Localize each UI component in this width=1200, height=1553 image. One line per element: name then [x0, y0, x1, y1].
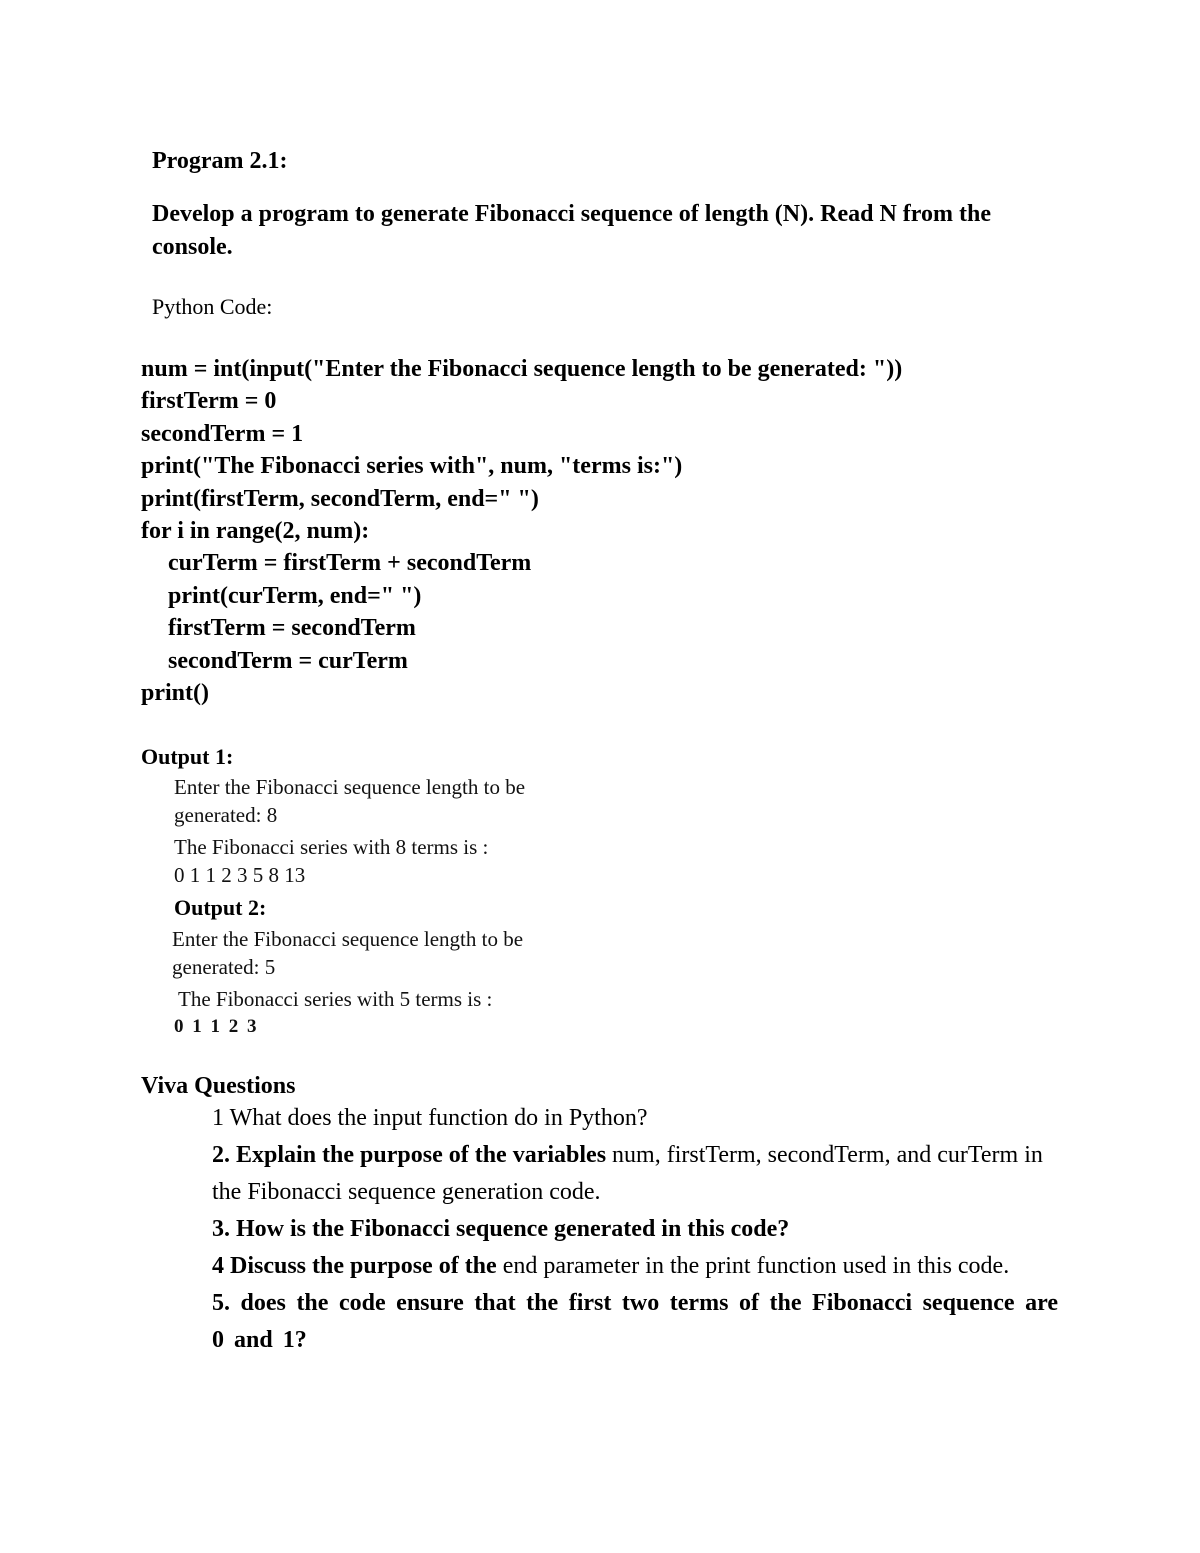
- viva-question-3: 3. How is the Fibonacci sequence generated in this code?: [212, 1216, 790, 1242]
- viva-title: Viva Questions: [141, 1073, 296, 1099]
- output-1-line: generated: 8: [174, 803, 278, 827]
- code-line: secondTerm = 1: [141, 420, 304, 447]
- output-1-line: 0 1 1 2 3 5 8 13: [174, 863, 306, 887]
- viva-question-2: [212, 1137, 1058, 1211]
- code-line: print("The Fibonacci series with", num, "terms is:"): [141, 453, 683, 480]
- output-2-line: 0 1 1 2 3: [174, 1016, 259, 1037]
- viva-question-4-lead: 4 Discuss the purpose of the: [212, 1253, 497, 1279]
- code-line: for i in range(2, num):: [141, 517, 370, 544]
- viva-question-2-rest: num, firstTerm, secondTerm, and curTerm in the Fibonacci sequence generation code.: [212, 1142, 1043, 1205]
- output-2-line: The Fibonacci series with 5 terms is :: [178, 987, 493, 1011]
- code-line: secondTerm = curTerm: [168, 647, 408, 674]
- code-line: firstTerm = 0: [141, 388, 277, 415]
- viva-question-4-rest: end parameter in the print function used in this code.: [496, 1253, 1010, 1279]
- viva-question-4: [212, 1248, 1058, 1285]
- output-1-line: Enter the Fibonacci sequence length to be: [174, 775, 526, 799]
- program-title: Program 2.1:: [152, 148, 288, 174]
- program-description: Develop a program to generate Fibonacci sequence of length (N). Read N from the console.: [152, 201, 991, 260]
- code-line: print(firstTerm, secondTerm, end=" "): [141, 485, 539, 512]
- viva-question-5: 5. does the code ensure that the first two terms of the Fibonacci sequence are 0 and 1?: [212, 1290, 1058, 1353]
- code-line: num = int(input("Enter the Fibonacci sequence length to be generated: ")): [141, 356, 903, 382]
- code-line: print(): [141, 679, 209, 706]
- viva-question-2-lead: 2. Explain the purpose of the variables: [212, 1142, 607, 1168]
- viva-question-list: [212, 1100, 1058, 1359]
- output-2-label: Output 2:: [174, 895, 267, 920]
- output-1-label: Output 1:: [141, 744, 234, 769]
- output-2-line: generated: 5: [172, 955, 276, 979]
- code-line: firstTerm = secondTerm: [168, 615, 416, 642]
- code-block: [141, 353, 902, 709]
- output-2-line: Enter the Fibonacci sequence length to be: [172, 927, 524, 951]
- viva-question-1: 1 What does the input function do in Python?: [212, 1105, 648, 1131]
- code-label: Python Code:: [152, 294, 273, 319]
- code-line: print(curTerm, end=" "): [168, 582, 422, 609]
- output-1-line: The Fibonacci series with 8 terms is :: [174, 835, 489, 859]
- code-line: curTerm = firstTerm + secondTerm: [168, 550, 532, 577]
